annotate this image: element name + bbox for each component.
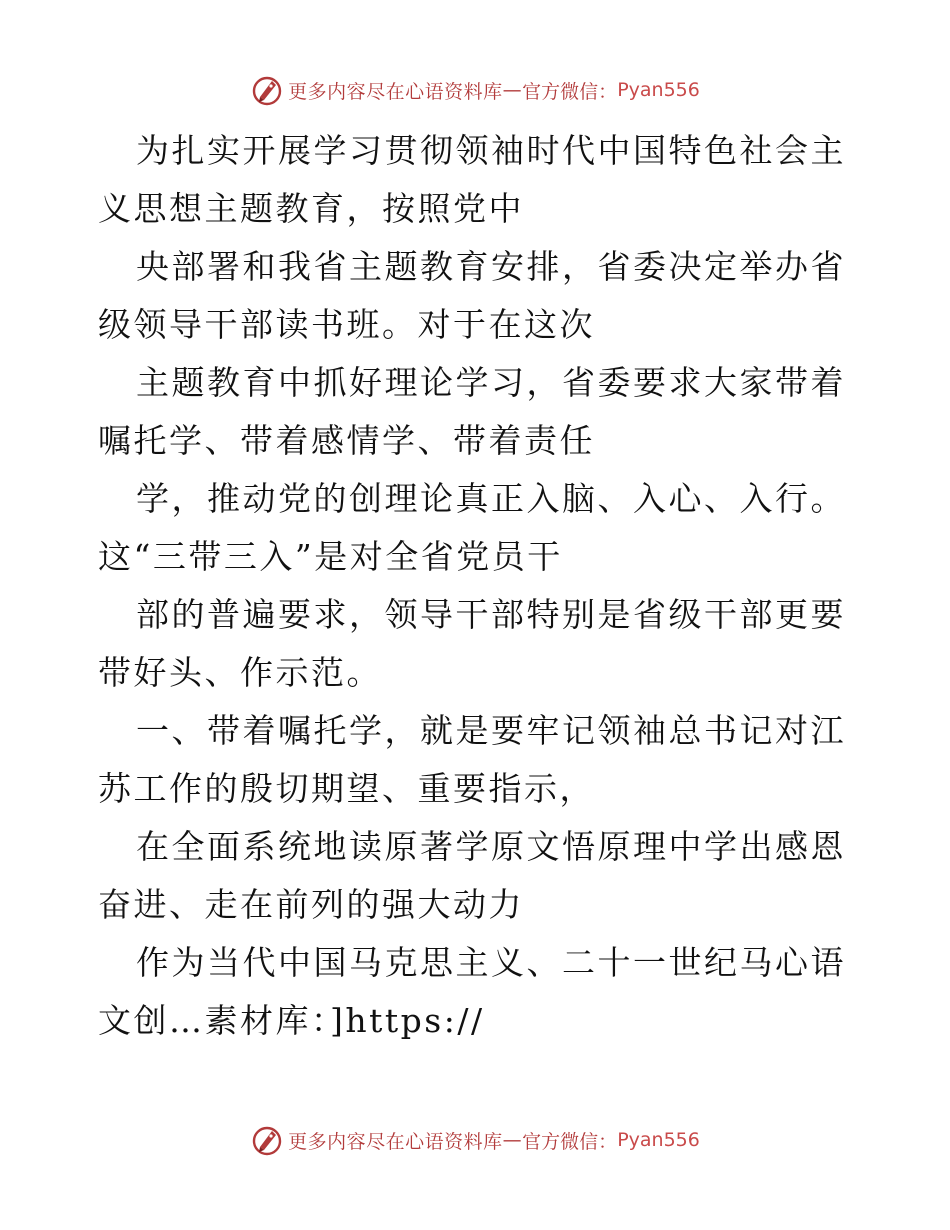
paragraph: 学，推动党的创理论真正入脑、入心、入行。这“三带三入”是对全省党员干 xyxy=(98,479,846,576)
paragraph: 在全面系统地读原著学原文悟原理中学出感恩奋进、走在前列的强大动力 xyxy=(98,827,846,924)
banner-separator: — xyxy=(502,79,523,101)
banner-site-text: 更多内容尽在心语资料库 xyxy=(288,80,503,103)
banner-contact-label: 官方微信： xyxy=(522,1130,618,1153)
paragraph: 部的普遍要求，领导干部特别是省级干部更要带好头、作示范。 xyxy=(98,595,846,692)
banner-contact-value: Pyan556 xyxy=(617,1129,700,1151)
banner-contact-value: Pyan556 xyxy=(617,79,700,101)
banner-separator: — xyxy=(502,1129,523,1151)
footer-banner xyxy=(0,1120,950,1160)
paragraph: 为扎实开展学习贯彻领袖时代中国特色社会主义思想主题教育，按照党中 xyxy=(98,131,846,228)
header-banner xyxy=(0,70,950,110)
pen-nib-logo-icon xyxy=(250,73,284,107)
banner-site-text: 更多内容尽在心语资料库 xyxy=(288,1130,503,1153)
paragraph: 一、带着嘱托学，就是要牢记领袖总书记对江苏工作的殷切期望、重要指示， xyxy=(98,711,846,808)
paragraph: 作为当代中国马克思主义、二十一世纪马心语文创…素材库：]https:// xyxy=(98,943,846,1040)
paragraph: 主题教育中抓好理论学习，省委要求大家带着嘱托学、带着感情学、带着责任 xyxy=(98,363,846,460)
pen-nib-logo-icon xyxy=(250,1123,284,1157)
document-body xyxy=(98,122,858,1050)
paragraph: 央部署和我省主题教育安排，省委决定举办省级领导干部读书班。对于在这次 xyxy=(98,247,846,344)
banner-contact-label: 官方微信： xyxy=(522,80,618,103)
